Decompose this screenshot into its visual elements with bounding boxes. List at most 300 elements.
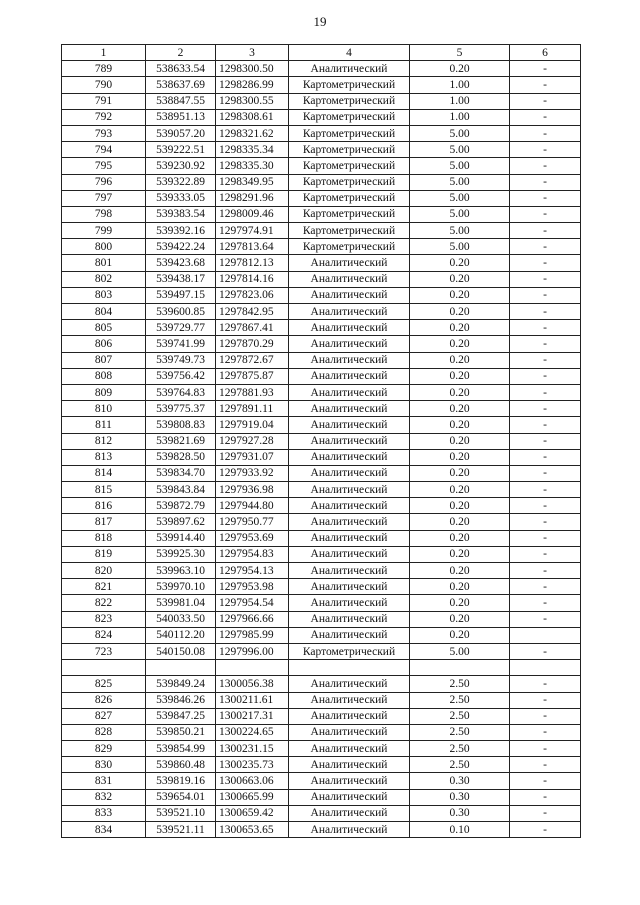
point-number-cell: 801 bbox=[62, 255, 146, 271]
x-coordinate-cell: 539764.83 bbox=[146, 384, 216, 400]
method-cell: Картометрический bbox=[289, 109, 410, 125]
accuracy-cell: 0.20 bbox=[410, 563, 510, 579]
point-number-cell: 803 bbox=[62, 287, 146, 303]
x-coordinate-cell: 539654.01 bbox=[146, 789, 216, 805]
note-cell: - bbox=[510, 271, 581, 287]
table-row bbox=[62, 61, 581, 77]
accuracy-cell: 0.20 bbox=[410, 287, 510, 303]
point-number-cell: 829 bbox=[62, 741, 146, 757]
note-cell: - bbox=[510, 61, 581, 77]
x-coordinate-cell: 539497.15 bbox=[146, 287, 216, 303]
point-number-cell: 831 bbox=[62, 773, 146, 789]
y-coordinate-cell: 1298335.30 bbox=[216, 158, 289, 174]
note-cell: - bbox=[510, 304, 581, 320]
point-number-cell: 794 bbox=[62, 142, 146, 158]
y-coordinate-cell: 1298308.61 bbox=[216, 109, 289, 125]
y-coordinate-cell: 1297953.98 bbox=[216, 579, 289, 595]
note-cell: - bbox=[510, 741, 581, 757]
point-number-cell: 790 bbox=[62, 77, 146, 93]
method-cell: Аналитический bbox=[289, 336, 410, 352]
y-coordinate-cell: 1298300.55 bbox=[216, 93, 289, 109]
table-row bbox=[62, 255, 581, 271]
note-cell: - bbox=[510, 514, 581, 530]
accuracy-cell: 0.20 bbox=[410, 530, 510, 546]
y-coordinate-cell: 1298349.95 bbox=[216, 174, 289, 190]
method-cell: Аналитический bbox=[289, 417, 410, 433]
x-coordinate-cell: 539847.25 bbox=[146, 708, 216, 724]
point-number-cell: 817 bbox=[62, 514, 146, 530]
accuracy-cell: 0.20 bbox=[410, 384, 510, 400]
table-row bbox=[62, 563, 581, 579]
accuracy-cell: 0.20 bbox=[410, 595, 510, 611]
accuracy-cell: 0.20 bbox=[410, 417, 510, 433]
y-coordinate-cell: 1300653.65 bbox=[216, 822, 289, 838]
method-cell: Аналитический bbox=[289, 757, 410, 773]
point-number-cell: 814 bbox=[62, 465, 146, 481]
point-number-cell: 812 bbox=[62, 433, 146, 449]
note-cell: - bbox=[510, 595, 581, 611]
table-row bbox=[62, 530, 581, 546]
x-coordinate-cell: 539854.99 bbox=[146, 741, 216, 757]
y-coordinate-cell: 1297814.16 bbox=[216, 271, 289, 287]
note-cell: - bbox=[510, 158, 581, 174]
note-cell: - bbox=[510, 320, 581, 336]
x-coordinate-cell: 539230.92 bbox=[146, 158, 216, 174]
accuracy-cell: 5.00 bbox=[410, 142, 510, 158]
table-row bbox=[62, 271, 581, 287]
table-row bbox=[62, 320, 581, 336]
x-coordinate-cell: 539392.16 bbox=[146, 223, 216, 239]
point-number-cell: 828 bbox=[62, 724, 146, 740]
table-header-row bbox=[62, 45, 581, 61]
table-row bbox=[62, 158, 581, 174]
point-number-cell: 806 bbox=[62, 336, 146, 352]
method-cell: Картометрический bbox=[289, 174, 410, 190]
y-coordinate-cell: 1297842.95 bbox=[216, 304, 289, 320]
accuracy-cell: 0.20 bbox=[410, 579, 510, 595]
x-coordinate-cell: 539819.16 bbox=[146, 773, 216, 789]
note-cell bbox=[510, 660, 581, 676]
note-cell: - bbox=[510, 109, 581, 125]
x-coordinate-cell: 539849.24 bbox=[146, 676, 216, 692]
method-cell: Аналитический bbox=[289, 546, 410, 562]
point-number-cell: 795 bbox=[62, 158, 146, 174]
table-row bbox=[62, 93, 581, 109]
accuracy-cell: 0.10 bbox=[410, 822, 510, 838]
table-row bbox=[62, 401, 581, 417]
x-coordinate-cell: 539222.51 bbox=[146, 142, 216, 158]
column-header: 2 bbox=[146, 45, 216, 61]
table-row bbox=[62, 708, 581, 724]
accuracy-cell bbox=[410, 660, 510, 676]
note-cell: - bbox=[510, 643, 581, 659]
method-cell: Аналитический bbox=[289, 822, 410, 838]
method-cell: Аналитический bbox=[289, 271, 410, 287]
y-coordinate-cell: 1297944.80 bbox=[216, 498, 289, 514]
y-coordinate-cell: 1297933.92 bbox=[216, 465, 289, 481]
accuracy-cell: 1.00 bbox=[410, 77, 510, 93]
table-row bbox=[62, 368, 581, 384]
y-coordinate-cell: 1297813.64 bbox=[216, 239, 289, 255]
note-cell: - bbox=[510, 93, 581, 109]
accuracy-cell: 1.00 bbox=[410, 93, 510, 109]
table-row bbox=[62, 676, 581, 692]
y-coordinate-cell: 1297966.66 bbox=[216, 611, 289, 627]
method-cell: Аналитический bbox=[289, 692, 410, 708]
accuracy-cell: 2.50 bbox=[410, 741, 510, 757]
method-cell: Аналитический bbox=[289, 741, 410, 757]
method-cell: Аналитический bbox=[289, 368, 410, 384]
accuracy-cell: 0.20 bbox=[410, 271, 510, 287]
note-cell: - bbox=[510, 482, 581, 498]
accuracy-cell: 1.00 bbox=[410, 109, 510, 125]
point-number-cell: 813 bbox=[62, 449, 146, 465]
method-cell: Аналитический bbox=[289, 595, 410, 611]
point-number-cell: 804 bbox=[62, 304, 146, 320]
accuracy-cell: 0.20 bbox=[410, 401, 510, 417]
y-coordinate-cell: 1298335.34 bbox=[216, 142, 289, 158]
y-coordinate-cell: 1297875.87 bbox=[216, 368, 289, 384]
note-cell: - bbox=[510, 789, 581, 805]
method-cell: Аналитический bbox=[289, 676, 410, 692]
accuracy-cell: 0.20 bbox=[410, 627, 510, 643]
note-cell: - bbox=[510, 449, 581, 465]
accuracy-cell: 5.00 bbox=[410, 206, 510, 222]
method-cell: Аналитический bbox=[289, 384, 410, 400]
table-body bbox=[62, 61, 581, 838]
y-coordinate-cell: 1297950.77 bbox=[216, 514, 289, 530]
table-row bbox=[62, 142, 581, 158]
x-coordinate-cell: 539843.84 bbox=[146, 482, 216, 498]
point-number-cell: 819 bbox=[62, 546, 146, 562]
table-row bbox=[62, 206, 581, 222]
x-coordinate-cell: 539756.42 bbox=[146, 368, 216, 384]
accuracy-cell: 5.00 bbox=[410, 158, 510, 174]
x-coordinate-cell: 539741.99 bbox=[146, 336, 216, 352]
table-row bbox=[62, 805, 581, 821]
y-coordinate-cell: 1298009.46 bbox=[216, 206, 289, 222]
method-cell: Картометрический bbox=[289, 77, 410, 93]
accuracy-cell: 0.30 bbox=[410, 789, 510, 805]
y-coordinate-cell: 1297891.11 bbox=[216, 401, 289, 417]
method-cell: Картометрический bbox=[289, 223, 410, 239]
accuracy-cell: 5.00 bbox=[410, 174, 510, 190]
method-cell: Аналитический bbox=[289, 465, 410, 481]
table-row bbox=[62, 174, 581, 190]
column-header: 6 bbox=[510, 45, 581, 61]
table-row bbox=[62, 741, 581, 757]
x-coordinate-cell bbox=[146, 660, 216, 676]
x-coordinate-cell: 539850.21 bbox=[146, 724, 216, 740]
table-row bbox=[62, 77, 581, 93]
x-coordinate-cell: 539333.05 bbox=[146, 190, 216, 206]
y-coordinate-cell: 1297867.41 bbox=[216, 320, 289, 336]
table-row bbox=[62, 514, 581, 530]
method-cell: Аналитический bbox=[289, 498, 410, 514]
note-cell: - bbox=[510, 465, 581, 481]
column-header: 1 bbox=[62, 45, 146, 61]
y-coordinate-cell: 1297954.83 bbox=[216, 546, 289, 562]
method-cell bbox=[289, 660, 410, 676]
x-coordinate-cell: 538847.55 bbox=[146, 93, 216, 109]
method-cell: Картометрический bbox=[289, 239, 410, 255]
table-row bbox=[62, 579, 581, 595]
point-number-cell: 802 bbox=[62, 271, 146, 287]
table-row bbox=[62, 125, 581, 141]
y-coordinate-cell: 1297919.04 bbox=[216, 417, 289, 433]
y-coordinate-cell: 1300665.99 bbox=[216, 789, 289, 805]
y-coordinate-cell: 1297823.06 bbox=[216, 287, 289, 303]
accuracy-cell: 5.00 bbox=[410, 239, 510, 255]
method-cell: Аналитический bbox=[289, 433, 410, 449]
x-coordinate-cell: 539057.20 bbox=[146, 125, 216, 141]
note-cell: - bbox=[510, 417, 581, 433]
point-number-cell: 796 bbox=[62, 174, 146, 190]
x-coordinate-cell: 539981.04 bbox=[146, 595, 216, 611]
table-row bbox=[62, 352, 581, 368]
accuracy-cell: 2.50 bbox=[410, 676, 510, 692]
y-coordinate-cell: 1297931.07 bbox=[216, 449, 289, 465]
accuracy-cell: 0.20 bbox=[410, 433, 510, 449]
note-cell: - bbox=[510, 401, 581, 417]
point-number-cell: 823 bbox=[62, 611, 146, 627]
method-cell: Аналитический bbox=[289, 514, 410, 530]
note-cell: - bbox=[510, 822, 581, 838]
table-row bbox=[62, 417, 581, 433]
table-row bbox=[62, 287, 581, 303]
table-row bbox=[62, 384, 581, 400]
y-coordinate-cell: 1297927.28 bbox=[216, 433, 289, 449]
accuracy-cell: 2.50 bbox=[410, 724, 510, 740]
note-cell: - bbox=[510, 125, 581, 141]
point-number-cell: 807 bbox=[62, 352, 146, 368]
page-number: 19 bbox=[313, 14, 327, 29]
method-cell: Аналитический bbox=[289, 61, 410, 77]
x-coordinate-cell: 539729.77 bbox=[146, 320, 216, 336]
point-number-cell: 820 bbox=[62, 563, 146, 579]
method-cell: Аналитический bbox=[289, 627, 410, 643]
accuracy-cell: 2.50 bbox=[410, 757, 510, 773]
note-cell: - bbox=[510, 773, 581, 789]
x-coordinate-cell: 539914.40 bbox=[146, 530, 216, 546]
table-row bbox=[62, 595, 581, 611]
y-coordinate-cell: 1300224.65 bbox=[216, 724, 289, 740]
note-cell: - bbox=[510, 530, 581, 546]
note-cell: - bbox=[510, 287, 581, 303]
x-coordinate-cell: 539925.30 bbox=[146, 546, 216, 562]
table-row bbox=[62, 692, 581, 708]
y-coordinate-cell: 1297974.91 bbox=[216, 223, 289, 239]
y-coordinate-cell: 1297985.99 bbox=[216, 627, 289, 643]
accuracy-cell: 5.00 bbox=[410, 223, 510, 239]
point-number-cell: 826 bbox=[62, 692, 146, 708]
note-cell: - bbox=[510, 142, 581, 158]
table-row bbox=[62, 336, 581, 352]
column-header: 4 bbox=[289, 45, 410, 61]
method-cell: Аналитический bbox=[289, 579, 410, 595]
table-row bbox=[62, 611, 581, 627]
table-row bbox=[62, 660, 581, 676]
method-cell: Аналитический bbox=[289, 708, 410, 724]
table-row bbox=[62, 757, 581, 773]
accuracy-cell: 0.20 bbox=[410, 304, 510, 320]
x-coordinate-cell: 540112.20 bbox=[146, 627, 216, 643]
y-coordinate-cell: 1300211.61 bbox=[216, 692, 289, 708]
table-row bbox=[62, 773, 581, 789]
table-row bbox=[62, 449, 581, 465]
table-row bbox=[62, 482, 581, 498]
y-coordinate-cell: 1298300.50 bbox=[216, 61, 289, 77]
table-row bbox=[62, 223, 581, 239]
point-number-cell: 821 bbox=[62, 579, 146, 595]
accuracy-cell: 0.20 bbox=[410, 611, 510, 627]
method-cell: Аналитический bbox=[289, 530, 410, 546]
y-coordinate-cell: 1297870.29 bbox=[216, 336, 289, 352]
coordinates-table bbox=[61, 44, 581, 838]
method-cell: Аналитический bbox=[289, 287, 410, 303]
note-cell: - bbox=[510, 223, 581, 239]
point-number-cell: 723 bbox=[62, 643, 146, 659]
x-coordinate-cell: 539821.69 bbox=[146, 433, 216, 449]
x-coordinate-cell: 539963.10 bbox=[146, 563, 216, 579]
accuracy-cell: 5.00 bbox=[410, 643, 510, 659]
y-coordinate-cell: 1298321.62 bbox=[216, 125, 289, 141]
note-cell: - bbox=[510, 692, 581, 708]
y-coordinate-cell: 1300659.42 bbox=[216, 805, 289, 821]
accuracy-cell: 0.20 bbox=[410, 449, 510, 465]
accuracy-cell: 0.20 bbox=[410, 465, 510, 481]
note-cell: - bbox=[510, 805, 581, 821]
table-row bbox=[62, 546, 581, 562]
y-coordinate-cell: 1298286.99 bbox=[216, 77, 289, 93]
x-coordinate-cell: 539828.50 bbox=[146, 449, 216, 465]
y-coordinate-cell: 1297954.13 bbox=[216, 563, 289, 579]
note-cell: - bbox=[510, 757, 581, 773]
method-cell: Аналитический bbox=[289, 805, 410, 821]
method-cell: Аналитический bbox=[289, 320, 410, 336]
table-row bbox=[62, 433, 581, 449]
accuracy-cell: 0.20 bbox=[410, 482, 510, 498]
point-number-cell: 815 bbox=[62, 482, 146, 498]
accuracy-cell: 0.20 bbox=[410, 546, 510, 562]
method-cell: Аналитический bbox=[289, 773, 410, 789]
y-coordinate-cell: 1300056.38 bbox=[216, 676, 289, 692]
point-number-cell: 809 bbox=[62, 384, 146, 400]
note-cell: - bbox=[510, 611, 581, 627]
point-number-cell: 825 bbox=[62, 676, 146, 692]
x-coordinate-cell: 539423.68 bbox=[146, 255, 216, 271]
method-cell: Аналитический bbox=[289, 255, 410, 271]
table-row bbox=[62, 789, 581, 805]
note-cell: - bbox=[510, 239, 581, 255]
point-number-cell: 810 bbox=[62, 401, 146, 417]
note-cell: - bbox=[510, 336, 581, 352]
x-coordinate-cell: 539521.10 bbox=[146, 805, 216, 821]
y-coordinate-cell: 1298291.96 bbox=[216, 190, 289, 206]
x-coordinate-cell: 539808.83 bbox=[146, 417, 216, 433]
table-row bbox=[62, 643, 581, 659]
x-coordinate-cell: 539872.79 bbox=[146, 498, 216, 514]
note-cell: - bbox=[510, 255, 581, 271]
y-coordinate-cell: 1300217.31 bbox=[216, 708, 289, 724]
point-number-cell: 798 bbox=[62, 206, 146, 222]
point-number-cell: 822 bbox=[62, 595, 146, 611]
point-number-cell: 834 bbox=[62, 822, 146, 838]
table-row bbox=[62, 822, 581, 838]
point-number-cell: 832 bbox=[62, 789, 146, 805]
note-cell: - bbox=[510, 368, 581, 384]
table-row bbox=[62, 239, 581, 255]
note-cell: - bbox=[510, 206, 581, 222]
method-cell: Картометрический bbox=[289, 93, 410, 109]
accuracy-cell: 0.30 bbox=[410, 805, 510, 821]
point-number-cell: 799 bbox=[62, 223, 146, 239]
table-row bbox=[62, 724, 581, 740]
x-coordinate-cell: 539897.62 bbox=[146, 514, 216, 530]
accuracy-cell: 0.20 bbox=[410, 352, 510, 368]
point-number-cell: 789 bbox=[62, 61, 146, 77]
point-number-cell: 797 bbox=[62, 190, 146, 206]
point-number-cell: 808 bbox=[62, 368, 146, 384]
note-cell: - bbox=[510, 563, 581, 579]
x-coordinate-cell: 539438.17 bbox=[146, 271, 216, 287]
x-coordinate-cell: 539749.73 bbox=[146, 352, 216, 368]
y-coordinate-cell: 1297936.98 bbox=[216, 482, 289, 498]
x-coordinate-cell: 538633.54 bbox=[146, 61, 216, 77]
accuracy-cell: 0.20 bbox=[410, 255, 510, 271]
accuracy-cell: 0.20 bbox=[410, 61, 510, 77]
note-cell: - bbox=[510, 579, 581, 595]
note-cell: - bbox=[510, 174, 581, 190]
point-number-cell: 811 bbox=[62, 417, 146, 433]
accuracy-cell: 0.30 bbox=[410, 773, 510, 789]
method-cell: Аналитический bbox=[289, 449, 410, 465]
x-coordinate-cell: 539322.89 bbox=[146, 174, 216, 190]
x-coordinate-cell: 538951.13 bbox=[146, 109, 216, 125]
note-cell: - bbox=[510, 676, 581, 692]
x-coordinate-cell: 539383.54 bbox=[146, 206, 216, 222]
point-number-cell: 805 bbox=[62, 320, 146, 336]
method-cell: Картометрический bbox=[289, 643, 410, 659]
point-number-cell: 816 bbox=[62, 498, 146, 514]
x-coordinate-cell: 539775.37 bbox=[146, 401, 216, 417]
method-cell: Аналитический bbox=[289, 724, 410, 740]
accuracy-cell: 5.00 bbox=[410, 125, 510, 141]
point-number-cell: 830 bbox=[62, 757, 146, 773]
note-cell: - bbox=[510, 190, 581, 206]
x-coordinate-cell: 539860.48 bbox=[146, 757, 216, 773]
note-cell: - bbox=[510, 433, 581, 449]
accuracy-cell: 5.00 bbox=[410, 190, 510, 206]
accuracy-cell: 0.20 bbox=[410, 498, 510, 514]
point-number-cell: 818 bbox=[62, 530, 146, 546]
method-cell: Аналитический bbox=[289, 563, 410, 579]
method-cell: Аналитический bbox=[289, 352, 410, 368]
x-coordinate-cell: 539600.85 bbox=[146, 304, 216, 320]
x-coordinate-cell: 539521.11 bbox=[146, 822, 216, 838]
column-header: 3 bbox=[216, 45, 289, 61]
note-cell bbox=[510, 627, 581, 643]
y-coordinate-cell: 1297881.93 bbox=[216, 384, 289, 400]
accuracy-cell: 0.20 bbox=[410, 368, 510, 384]
x-coordinate-cell: 540033.50 bbox=[146, 611, 216, 627]
point-number-cell bbox=[62, 660, 146, 676]
method-cell: Картометрический bbox=[289, 190, 410, 206]
x-coordinate-cell: 538637.69 bbox=[146, 77, 216, 93]
table-row bbox=[62, 190, 581, 206]
table-row bbox=[62, 627, 581, 643]
y-coordinate-cell bbox=[216, 660, 289, 676]
